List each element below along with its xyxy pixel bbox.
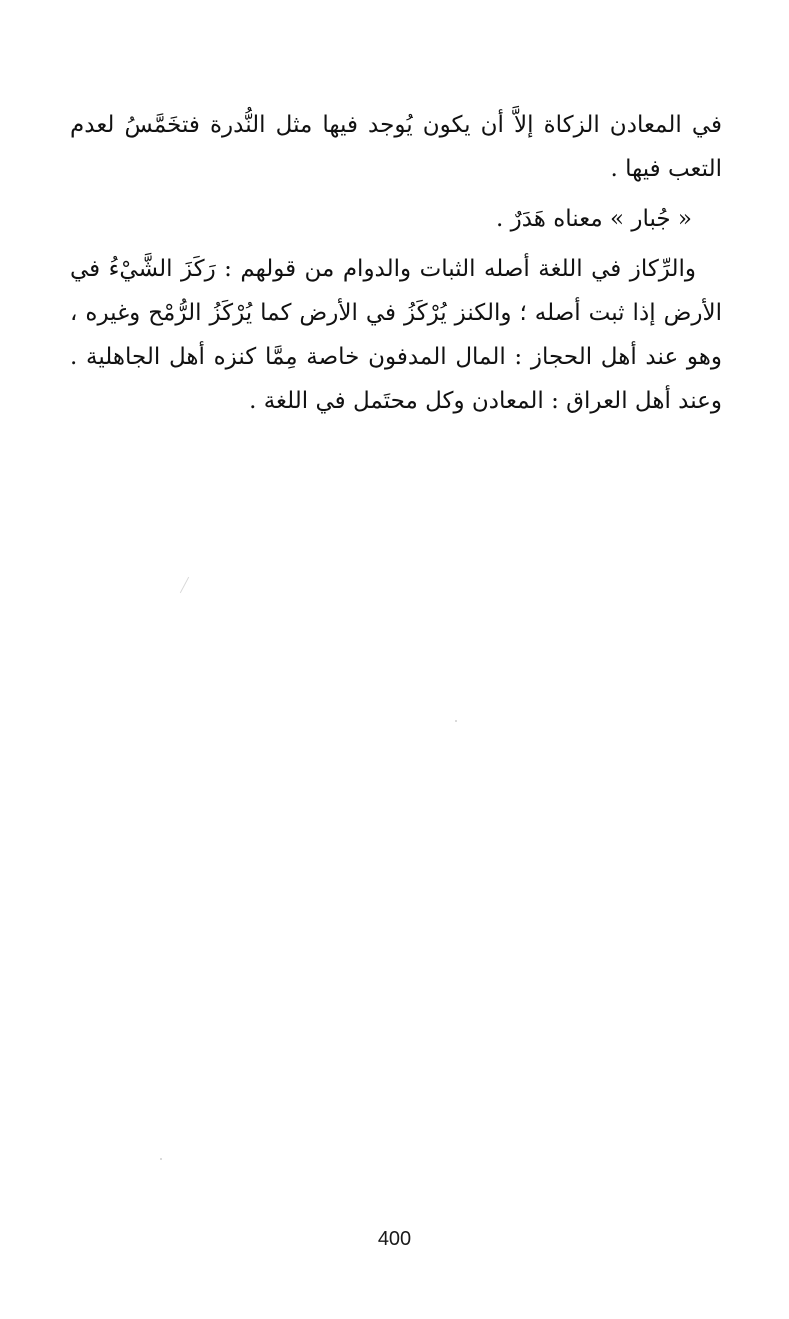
- paper-speck: [455, 720, 457, 722]
- paragraph-rikaz-definition: والرِّكاز في اللغة أصله الثبات والدوام من قولهم : رَكَزَ الشَّيْءُ في الأرض إذا ثبت أصله ؛ والكنز يُرْكَزُ في الأرض كما يُرْكَزُ الرُّمْح وغيره ، وهو عند أهل الحجاز : المال المدفون خاصة مِمَّا كنزه أهل الجاهلية . وعند أهل العراق : المعادن وكل محتَمل في اللغة .: [70, 256, 722, 414]
- paper-scratch-mark: [180, 577, 189, 593]
- paragraph-jubar-definition: « جُبار » معناه هَدَرٌ .: [495, 206, 692, 232]
- page-number: 400: [377, 1228, 412, 1250]
- paper-speck: [160, 1158, 162, 1160]
- body-text: [70, 103, 722, 423]
- paragraph-zakat-minerals: في المعادن الزكاة إلاَّ أن يكون يُوجد فيها مثل النُّدرة فتخَمَّسُ لعدم التعب فيها .: [70, 112, 722, 182]
